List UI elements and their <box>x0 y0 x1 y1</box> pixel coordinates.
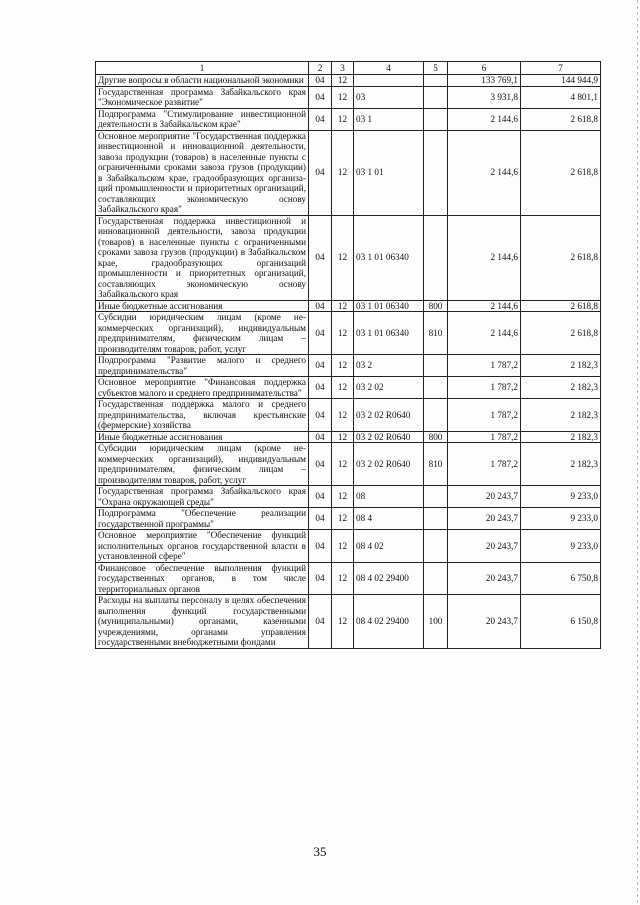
row-amount-year-2: 9 233,0 <box>521 508 601 530</box>
row-amount-year-2: 2 182,3 <box>521 399 601 432</box>
row-expense-type <box>424 508 448 530</box>
row-subsection: 12 <box>332 355 354 377</box>
row-target-article: 08 4 <box>354 508 424 530</box>
row-expense-type: 800 <box>424 431 448 443</box>
row-expense-type <box>424 530 448 563</box>
row-section: 04 <box>309 530 332 563</box>
table-row <box>96 443 601 486</box>
row-expense-type: 100 <box>424 595 448 649</box>
row-name: Государственная программа Забайкальского края "Охрана окружающей среды" <box>96 486 309 508</box>
table-row <box>96 595 601 649</box>
row-section: 04 <box>309 108 332 130</box>
row-target-article: 03 1 <box>354 108 424 130</box>
row-section: 04 <box>309 486 332 508</box>
row-amount-year-2: 2 618,8 <box>521 130 601 215</box>
row-amount-year-2: 6 750,8 <box>521 562 601 595</box>
row-amount-year-2: 2 182,3 <box>521 355 601 377</box>
row-subsection: 12 <box>332 508 354 530</box>
row-target-article: 03 1 01 06340 <box>354 312 424 355</box>
row-target-article <box>354 75 424 87</box>
row-subsection: 12 <box>332 377 354 399</box>
row-name: Государственная поддержка инвестиционной и инновационной деятельности, завоза продукции (товаров) в населенные пункты с ограниченными сроками завоза грузов (продукции) в Забайкальском крае, градообразующих организаций промышленности и приоритетных организаций, составляющих экономическую основу Забайкальского края <box>96 215 309 300</box>
row-subsection: 12 <box>332 530 354 563</box>
row-section: 04 <box>309 215 332 300</box>
header-col-1: 1 <box>96 62 309 75</box>
row-amount-year-1: 1 787,2 <box>448 443 521 486</box>
row-subsection: 12 <box>332 130 354 215</box>
row-amount-year-2: 2 182,3 <box>521 377 601 399</box>
header-col-7: 7 <box>521 62 601 75</box>
row-subsection: 12 <box>332 215 354 300</box>
budget-table-wrapper <box>95 61 600 649</box>
row-expense-type <box>424 399 448 432</box>
row-subsection: 12 <box>332 595 354 649</box>
row-amount-year-1: 2 144,6 <box>448 312 521 355</box>
row-name: Субсидии юридическим лицам (кроме некоммерческих организаций), индивидуальным предпринимателям, физическим лицам – производителям товаров, работ, услуг <box>96 312 309 355</box>
row-amount-year-1: 1 787,2 <box>448 431 521 443</box>
table-row <box>96 86 601 108</box>
row-section: 04 <box>309 355 332 377</box>
budget-table <box>95 61 601 649</box>
header-col-2: 2 <box>309 62 332 75</box>
row-section: 04 <box>309 75 332 87</box>
row-subsection: 12 <box>332 562 354 595</box>
row-target-article: 03 2 02 <box>354 377 424 399</box>
table-row <box>96 399 601 432</box>
table-row <box>96 486 601 508</box>
row-amount-year-1: 2 144,6 <box>448 215 521 300</box>
row-name: Государственная поддержка малого и среднего предпринимательства, включая крестьянские (фермерские) хозяйства <box>96 399 309 432</box>
table-row <box>96 377 601 399</box>
row-subsection: 12 <box>332 312 354 355</box>
row-subsection: 12 <box>332 486 354 508</box>
row-section: 04 <box>309 86 332 108</box>
row-amount-year-1: 20 243,7 <box>448 595 521 649</box>
row-expense-type: 810 <box>424 312 448 355</box>
row-section: 04 <box>309 595 332 649</box>
row-amount-year-1: 2 144,6 <box>448 300 521 312</box>
row-target-article: 03 <box>354 86 424 108</box>
row-name: Иные бюджетные ассигнования <box>96 300 309 312</box>
row-amount-year-2: 144 944,9 <box>521 75 601 87</box>
row-amount-year-1: 20 243,7 <box>448 508 521 530</box>
row-amount-year-2: 4 801,1 <box>521 86 601 108</box>
row-subsection: 12 <box>332 399 354 432</box>
row-amount-year-1: 1 787,2 <box>448 377 521 399</box>
row-section: 04 <box>309 443 332 486</box>
header-col-4: 4 <box>354 62 424 75</box>
row-subsection: 12 <box>332 86 354 108</box>
row-expense-type <box>424 377 448 399</box>
row-target-article: 03 2 <box>354 355 424 377</box>
row-subsection: 12 <box>332 300 354 312</box>
row-amount-year-1: 133 769,1 <box>448 75 521 87</box>
row-name: Расходы на выплаты персоналу в целях обеспечения выполнения функций государственными (муниципальными) органами, казенными учреждениями, органами управления государственными внебюджетными фондами <box>96 595 309 649</box>
row-target-article: 08 4 02 29400 <box>354 562 424 595</box>
row-target-article: 03 2 02 R0640 <box>354 443 424 486</box>
row-target-article: 03 2 02 R0640 <box>354 399 424 432</box>
row-name: Субсидии юридическим лицам (кроме некоммерческих организаций), индивидуальным предпринимателям, физическим лицам – производителям товаров, работ, услуг <box>96 443 309 486</box>
table-header-row <box>96 62 601 75</box>
row-expense-type <box>424 75 448 87</box>
row-target-article: 03 2 02 R0640 <box>354 431 424 443</box>
row-expense-type <box>424 562 448 595</box>
table-row <box>96 562 601 595</box>
row-subsection: 12 <box>332 443 354 486</box>
row-expense-type: 800 <box>424 300 448 312</box>
row-target-article: 03 1 01 06340 <box>354 300 424 312</box>
row-amount-year-1: 2 144,6 <box>448 108 521 130</box>
header-col-6: 6 <box>448 62 521 75</box>
table-row <box>96 215 601 300</box>
row-amount-year-1: 3 931,8 <box>448 86 521 108</box>
row-expense-type <box>424 86 448 108</box>
row-expense-type <box>424 486 448 508</box>
table-row <box>96 108 601 130</box>
row-amount-year-2: 6 150,8 <box>521 595 601 649</box>
table-row <box>96 312 601 355</box>
row-amount-year-2: 9 233,0 <box>521 530 601 563</box>
row-amount-year-2: 9 233,0 <box>521 486 601 508</box>
row-amount-year-2: 2 618,8 <box>521 300 601 312</box>
row-subsection: 12 <box>332 75 354 87</box>
row-name: Основное мероприятие "Обеспечение функций исполнительных органов государственной власти в установленной сфере" <box>96 530 309 563</box>
row-section: 04 <box>309 312 332 355</box>
table-row <box>96 530 601 563</box>
row-amount-year-1: 20 243,7 <box>448 562 521 595</box>
row-expense-type <box>424 130 448 215</box>
row-target-article: 03 1 01 06340 <box>354 215 424 300</box>
row-subsection: 12 <box>332 108 354 130</box>
row-target-article: 03 1 01 <box>354 130 424 215</box>
row-amount-year-1: 20 243,7 <box>448 530 521 563</box>
row-name: Основное мероприятие "Финансовая поддержка субъектов малого и среднего предпринимательства" <box>96 377 309 399</box>
header-col-3: 3 <box>332 62 354 75</box>
row-amount-year-2: 2 182,3 <box>521 431 601 443</box>
row-name: Иные бюджетные ассигнования <box>96 431 309 443</box>
row-amount-year-2: 2 618,8 <box>521 215 601 300</box>
table-row <box>96 508 601 530</box>
row-target-article: 08 <box>354 486 424 508</box>
table-body <box>96 75 601 649</box>
row-section: 04 <box>309 431 332 443</box>
row-name: Подпрограмма "Развитие малого и среднего предпринимательства" <box>96 355 309 377</box>
table-row <box>96 431 601 443</box>
row-expense-type <box>424 108 448 130</box>
row-expense-type <box>424 215 448 300</box>
row-section: 04 <box>309 508 332 530</box>
header-col-5: 5 <box>424 62 448 75</box>
row-target-article: 08 4 02 29400 <box>354 595 424 649</box>
row-amount-year-1: 1 787,2 <box>448 399 521 432</box>
page-edge <box>637 0 638 905</box>
row-subsection: 12 <box>332 431 354 443</box>
row-amount-year-2: 2 618,8 <box>521 108 601 130</box>
row-amount-year-1: 20 243,7 <box>448 486 521 508</box>
table-row <box>96 300 601 312</box>
row-amount-year-2: 2 182,3 <box>521 443 601 486</box>
row-section: 04 <box>309 377 332 399</box>
row-section: 04 <box>309 130 332 215</box>
row-name: Подпрограмма "Обеспечение реализации государственной программы" <box>96 508 309 530</box>
row-target-article: 08 4 02 <box>354 530 424 563</box>
row-section: 04 <box>309 399 332 432</box>
row-section: 04 <box>309 562 332 595</box>
row-name: Финансовое обеспечение выполнения функций государственных органов, в том числе территориальных органов <box>96 562 309 595</box>
row-name: Другие вопросы в области национальной экономики <box>96 75 309 87</box>
table-row <box>96 130 601 215</box>
row-expense-type <box>424 355 448 377</box>
table-row <box>96 75 601 87</box>
page-number: 35 <box>313 844 327 859</box>
row-section: 04 <box>309 300 332 312</box>
row-name: Основное мероприятие "Государственная поддержка инвестиционной и инновационной деятельности, завоза продукции (товаров) в населенные пункты с ограниченными сроками завоза грузов (продукции) в Забайкальском крае, градообразующих организаций промышленности и приоритетных организаций, составляющих экономическую основу Забайкальского края" <box>96 130 309 215</box>
row-amount-year-2: 2 618,8 <box>521 312 601 355</box>
table-row <box>96 355 601 377</box>
row-amount-year-1: 1 787,2 <box>448 355 521 377</box>
row-name: Государственная программа Забайкальского края "Экономическое развитие" <box>96 86 309 108</box>
row-expense-type: 810 <box>424 443 448 486</box>
row-amount-year-1: 2 144,6 <box>448 130 521 215</box>
row-name: Подпрограмма "Стимулирование инвестиционной деятельности в Забайкальском крае" <box>96 108 309 130</box>
